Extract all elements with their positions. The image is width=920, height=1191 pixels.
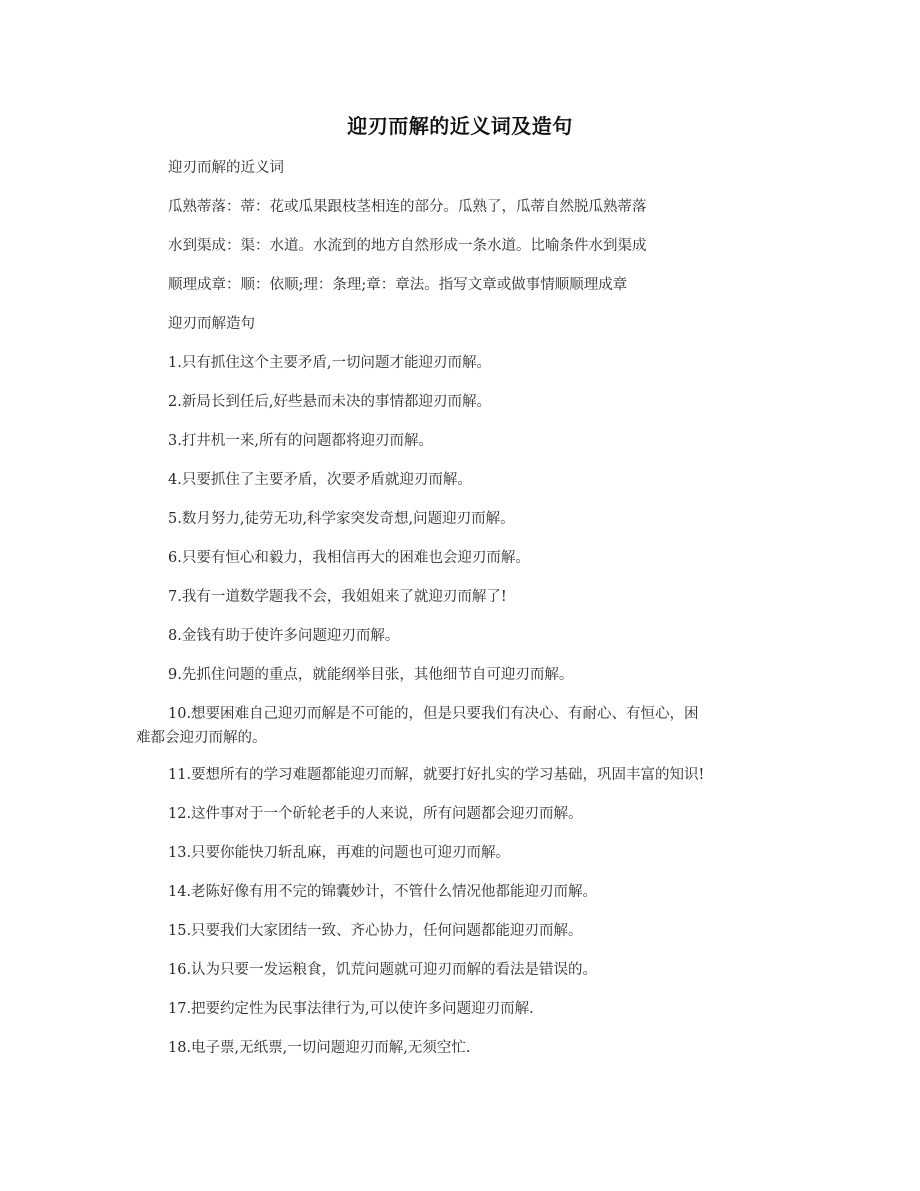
sentence-line: 6.只要有恒心和毅力，我相信再大的困难也会迎刃而解。 <box>168 550 530 566</box>
sentences-heading: 迎刃而解造句 <box>168 316 255 332</box>
document-body <box>136 158 788 1077</box>
synonym-line: 瓜熟蒂落：蒂：花或瓜果跟枝茎相连的部分。瓜熟了，瓜蒂自然脱瓜熟蒂落 <box>168 199 647 215</box>
sentence-line: 16.认为只要一发运粮食，饥荒问题就可迎刃而解的看法是错误的。 <box>168 962 598 978</box>
sentence-line: 3.打井机一来,所有的问题都将迎刃而解。 <box>168 433 433 449</box>
sentence-line: 1.只有抓住这个主要矛盾,一切问题才能迎刃而解。 <box>168 355 491 371</box>
sentence-line: 4.只要抓住了主要矛盾，次要矛盾就迎刃而解。 <box>168 472 472 488</box>
sentence-line-continued: 难都会迎刃而解的。 <box>136 730 267 746</box>
sentence-line: 18.电子票,无纸票,一切问题迎刃而解,无须空忙. <box>168 1040 471 1056</box>
document-title: 迎刃而解的近义词及造句 <box>347 114 573 138</box>
sentence-line: 9.先抓住问题的重点，就能纲举目张，其他细节自可迎刃而解。 <box>168 667 574 683</box>
sentence-line: 5.数月努力,徒劳无功,科学家突发奇想,问题迎刃而解。 <box>168 511 515 527</box>
sentence-line: 13.只要你能快刀斩乱麻，再难的问题也可迎刃而解。 <box>168 845 511 861</box>
synonyms-heading: 迎刃而解的近义词 <box>168 160 284 176</box>
sentence-line: 2.新局长到任后,好些悬而未决的事情都迎刃而解。 <box>168 394 491 410</box>
synonym-line: 顺理成章：顺：依顺;理：条理;章：章法。指写文章或做事情顺顺理成章 <box>168 277 628 293</box>
sentence-line: 7.我有一道数学题我不会，我姐姐来了就迎刃而解了! <box>168 589 507 605</box>
sentence-line: 11.要想所有的学习难题都能迎刃而解，就要打好扎实的学习基础，巩固丰富的知识! <box>168 767 705 783</box>
sentence-paragraph <box>136 702 788 750</box>
sentence-line: 15.只要我们大家团结一致、齐心协力，任何问题都能迎刃而解。 <box>168 923 583 939</box>
sentence-line: 8.金钱有助于使许多问题迎刃而解。 <box>168 628 400 644</box>
sentence-line: 17.把要约定性为民事法律行为,可以使许多问题迎刃而解. <box>168 1001 534 1017</box>
sentence-line: 10.想要困难自己迎刃而解是不可能的，但是只要我们有决心、有耐心、有恒心，困 <box>168 706 699 722</box>
sentence-line: 12.这件事对于一个斫轮老手的人来说，所有问题都会迎刃而解。 <box>168 806 583 822</box>
sentence-line: 14.老陈好像有用不完的锦囊妙计，不管什么情况他都能迎刃而解。 <box>168 884 598 900</box>
synonym-line: 水到渠成：渠：水道。水流到的地方自然形成一条水道。比喻条件水到渠成 <box>168 238 647 254</box>
